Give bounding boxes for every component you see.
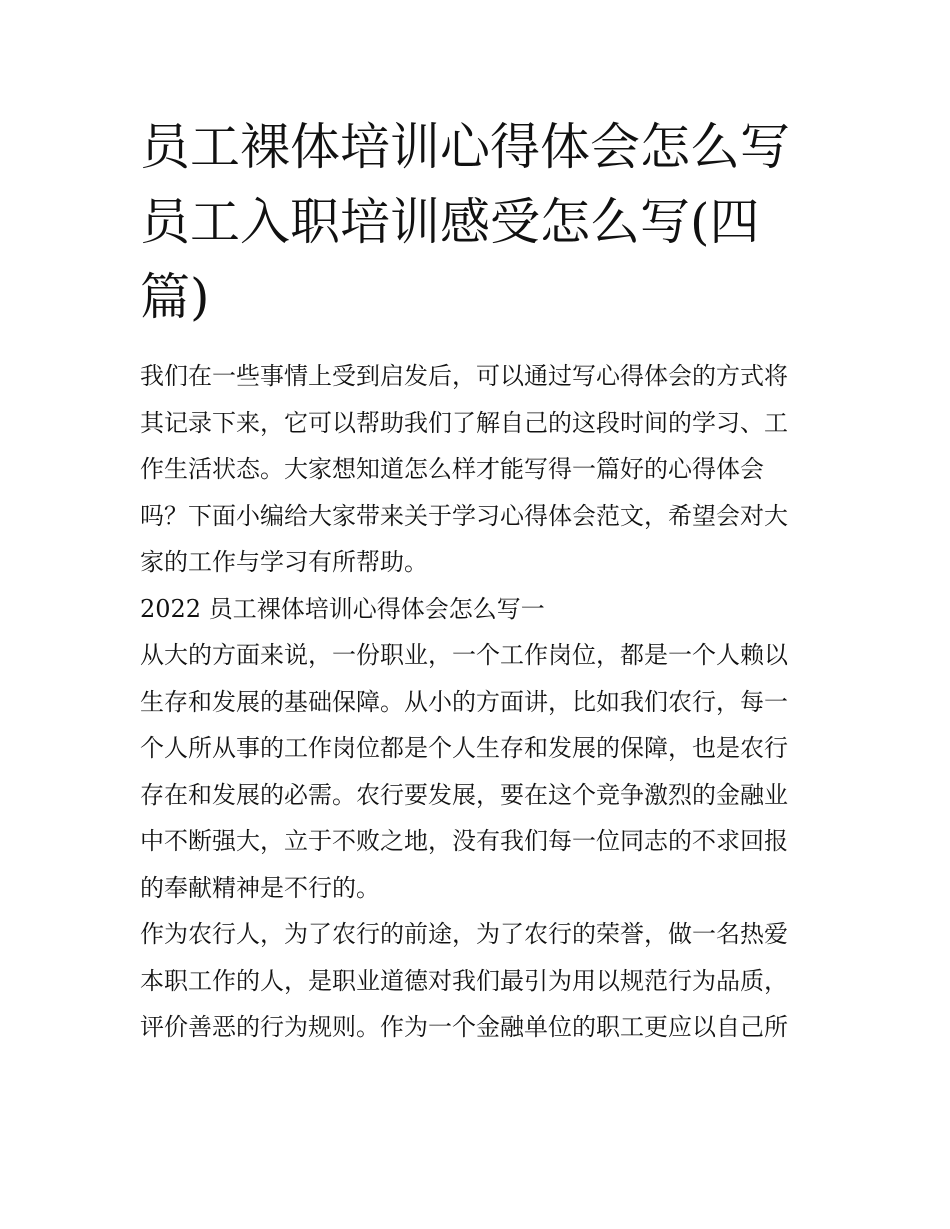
body-paragraph-2 <box>140 911 820 1051</box>
text-line: 吗？下面小编给大家带来关于学习心得体会范文，希望会对大 <box>140 501 788 530</box>
text-line: 的奉献精神是不行的。 <box>140 873 380 902</box>
text-line: 评价善恶的行为规则。作为一个金融单位的职工更应以自己所 <box>140 1013 788 1041</box>
text-line: 个人所从事的工作岗位都是个人生存和发展的保障，也是农行 <box>140 734 788 762</box>
text-line: 生存和发展的基础保障。从小的方面讲，比如我们农行，每一 <box>140 687 788 716</box>
document-title <box>140 110 820 335</box>
text-line: 其记录下来，它可以帮助我们了解自己的这段时间的学习、工 <box>140 408 788 437</box>
document-page <box>140 110 820 1051</box>
text-line: 家的工作与学习有所帮助。 <box>140 548 428 576</box>
text-line: 作为农行人，为了农行的前途，为了农行的荣誉，做一名热爱 <box>140 920 788 948</box>
intro-paragraph <box>140 353 820 586</box>
title-line: 员工裸体培训心得体会怎么写 <box>140 118 790 176</box>
text-line: 中不断强大，立于不败之地，没有我们每一位同志的不求回报 <box>140 827 788 855</box>
section-heading: 2022 员工裸体培训心得体会怎么写一 <box>140 594 545 623</box>
body-paragraph-1 <box>140 632 820 911</box>
text-line: 本职工作的人，是职业道德对我们最引为用以规范行为品质， <box>140 966 788 995</box>
document-body <box>140 353 820 1051</box>
title-line: 篇) <box>140 268 210 326</box>
text-line: 我们在一些事情上受到启发后，可以通过写心得体会的方式将 <box>140 362 788 390</box>
text-line: 从大的方面来说，一份职业，一个工作岗位，都是一个人赖以 <box>140 641 788 669</box>
text-line: 作生活状态。大家想知道怎么样才能写得一篇好的心得体会 <box>140 455 764 483</box>
title-line: 员工入职培训感受怎么写(四 <box>140 193 760 251</box>
text-line: 存在和发展的必需。农行要发展，要在这个竞争激烈的金融业 <box>140 780 788 809</box>
